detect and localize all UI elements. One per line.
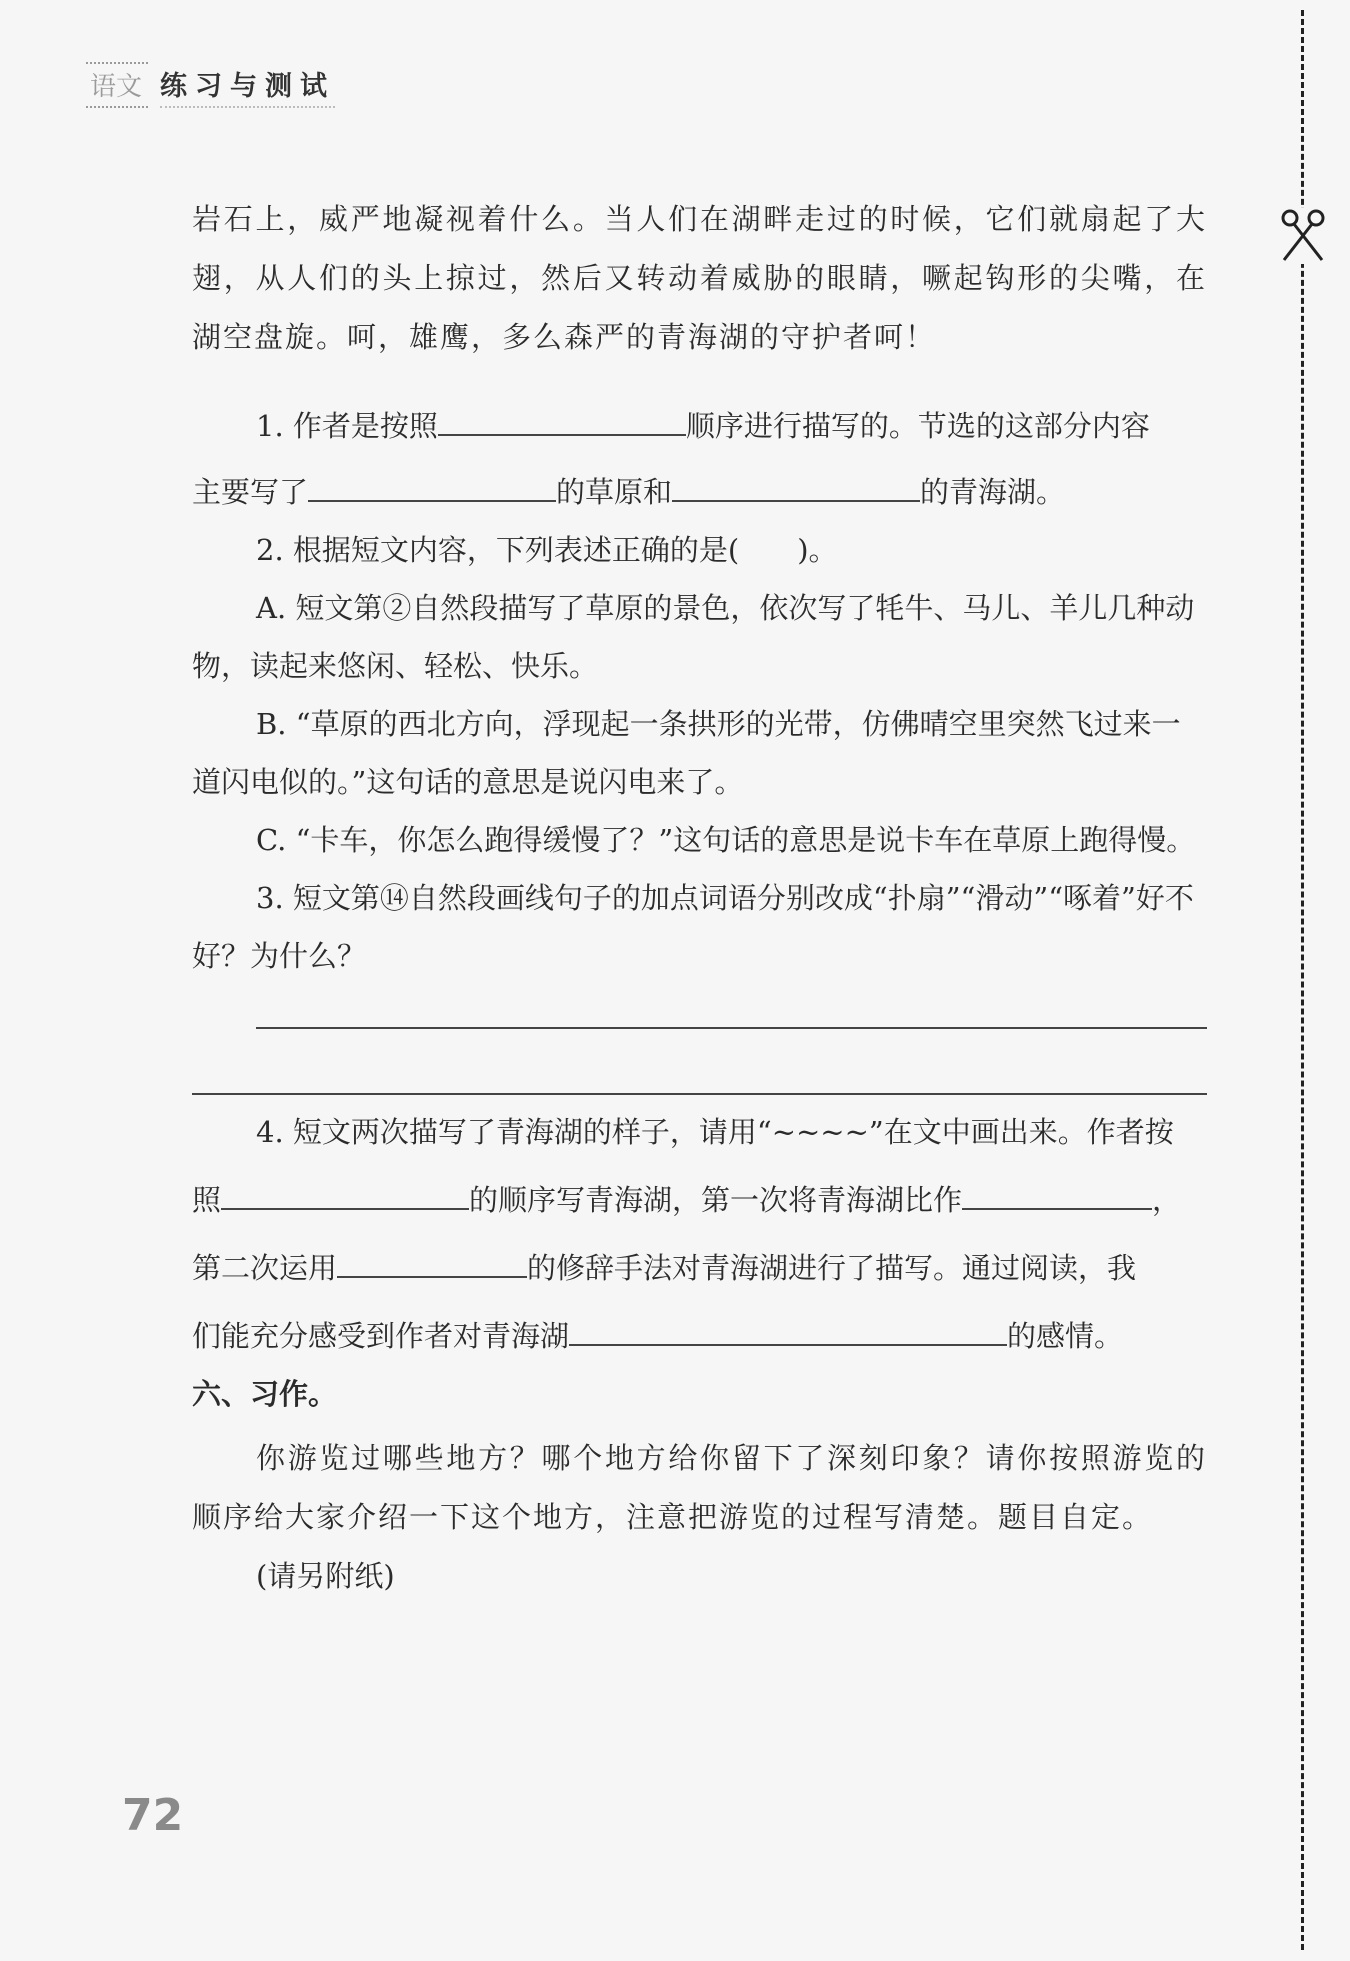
q4-text-h: 的感情。 [1007,1319,1124,1353]
question-4-line-2 [192,1171,1207,1229]
q4-blank-order[interactable] [221,1176,469,1210]
q4-text-b: 照 [192,1183,222,1217]
q1-blank-grassland[interactable] [308,468,556,502]
section-6-title: 六、习作。 [192,1377,338,1411]
question-2-stem: 2. 根据短文内容，下列表述正确的是( )。 [256,533,838,567]
page-number: 72 [122,1790,184,1841]
scissors-icon [1278,208,1328,264]
question-4-line-3 [192,1239,1207,1297]
question-2-option-a: A. 短文第②自然段描写了草原的景色，依次写了牦牛、马儿、羊儿几种动物，读起来悠闲、轻松、快乐。 [192,591,1195,683]
q4-text-d: ， [1152,1183,1182,1217]
q4-blank-rhetoric[interactable] [337,1244,527,1278]
q1-text-d: 的草原和 [556,475,673,509]
q4-text-e: 第二次运用 [192,1251,338,1285]
question-1-line-2 [192,463,1207,521]
question-3-stem: 3. 短文第⑭自然段画线句子的加点词语分别改成“扑扇”“滑动”“啄着”好不好？为什么？ [192,881,1194,973]
section-6-note: (请另附纸) [256,1559,395,1593]
q4-text-c: 的顺序写青海湖，第一次将青海湖比作 [469,1183,963,1217]
cut-line [1301,10,1304,1950]
q1-text-e: 的青海湖。 [920,475,1066,509]
book-title: 练习与测试 [160,64,335,108]
question-2-option-c: C. “卡车，你怎么跑得缓慢了？”这句话的意思是说卡车在草原上跑得慢。 [256,823,1196,857]
question-4-line-1: 4. 短文两次描写了青海湖的样子，请用“~~~~”在文中画出来。作者按 [256,1115,1174,1149]
question-2-option-b: B. “草原的西北方向，浮现起一条拱形的光带，仿佛晴空里突然飞过来一道闪电似的。”这句话的意思是说闪电来了。 [192,707,1181,799]
page-header [86,62,335,108]
q1-blank-order[interactable] [438,402,686,436]
q4-blank-metaphor[interactable] [962,1176,1152,1210]
q4-text-f: 的修辞手法对青海湖进行了描写。通过阅读，我 [527,1251,1137,1285]
q4-blank-feeling[interactable] [569,1312,1007,1346]
q1-text-c: 主要写了 [192,475,309,509]
q4-text-g: 们能充分感受到作者对青海湖 [192,1319,570,1353]
q1-text-b: 顺序进行描写的。节选的这部分内容 [685,409,1150,443]
q1-text-a: 1. 作者是按照 [256,409,438,443]
question-1-line-1 [192,397,1207,455]
section-6-prompt: 你游览过哪些地方？哪个地方给你留下了深刻印象？请你按照游览的顺序给大家介绍一下这个地方，注意把游览的过程写清楚。题目自定。 [192,1441,1207,1534]
q1-blank-lake[interactable] [672,468,920,502]
question-4-line-4 [192,1307,1207,1365]
page-content [192,190,1207,1605]
passage-ending: 岩石上，威严地凝视着什么。当人们在湖畔走过的时候，它们就扇起了大翅，从人们的头上掠过，然后又转动着威胁的眼睛，噘起钩形的尖嘴，在湖空盘旋。呵，雄鹰，多么森严的青海湖的守护者呵！ [192,202,1207,354]
subject-label: 语文 [86,62,148,108]
